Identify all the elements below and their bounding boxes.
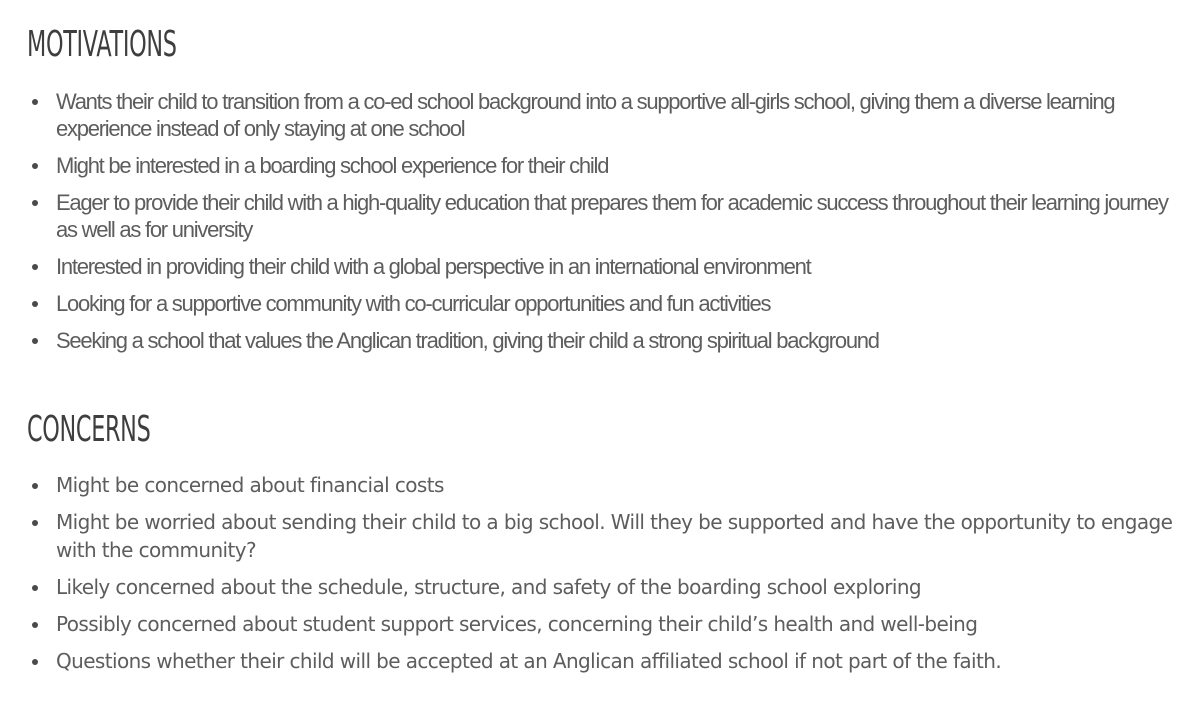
list-item <box>27 290 1182 317</box>
bullet-icon <box>32 659 38 665</box>
bullet-icon <box>32 200 38 206</box>
concerns-list <box>27 471 1182 684</box>
bullet-icon <box>32 301 38 307</box>
list-item <box>27 189 1182 243</box>
bullet-icon <box>32 99 38 105</box>
list-item <box>27 471 1182 499</box>
list-item-text: Might be worried about sending their child to a big school. Will they be supported and have the opportunity to engage with the community? <box>56 510 1173 562</box>
list-item-text: Interested in providing their child with a global perspective in an international environment <box>56 254 811 279</box>
bullet-icon <box>32 520 38 526</box>
list-item-text: Seeking a school that values the Anglican tradition, giving their child a strong spiritual background <box>56 328 879 353</box>
list-item <box>27 88 1182 142</box>
list-item <box>27 253 1182 280</box>
bullet-icon <box>32 264 38 270</box>
list-item <box>27 647 1182 675</box>
list-item <box>27 327 1182 354</box>
bullet-icon <box>32 622 38 628</box>
list-item-text: Questions whether their child will be accepted at an Anglican affiliated school if not part of the faith. <box>56 649 1002 673</box>
list-item <box>27 152 1182 179</box>
list-item-text: Looking for a supportive community with co-curricular opportunities and fun activities <box>56 291 771 316</box>
motivations-list <box>27 88 1182 364</box>
list-item-text: Likely concerned about the schedule, structure, and safety of the boarding school exploring <box>56 575 922 599</box>
bullet-icon <box>32 338 38 344</box>
list-item <box>27 573 1182 601</box>
list-item-text: Wants their child to transition from a co-ed school background into a supportive all-girls school, giving them a diverse learning experience instead of only staying at one school <box>56 89 1115 141</box>
motivations-heading: MOTIVATIONS <box>27 24 177 65</box>
concerns-heading: CONCERNS <box>27 409 151 450</box>
list-item-text: Might be interested in a boarding school experience for their child <box>56 153 609 178</box>
list-item <box>27 508 1182 564</box>
list-item-text: Eager to provide their child with a high-quality education that prepares them for academic success throughout their learning journey as well as for university <box>56 190 1168 242</box>
list-item-text: Possibly concerned about student support services, concerning their child’s health and well-being <box>56 612 978 636</box>
bullet-icon <box>32 585 38 591</box>
bullet-icon <box>32 163 38 169</box>
list-item-text: Might be concerned about financial costs <box>56 473 444 497</box>
bullet-icon <box>32 483 38 489</box>
list-item <box>27 610 1182 638</box>
